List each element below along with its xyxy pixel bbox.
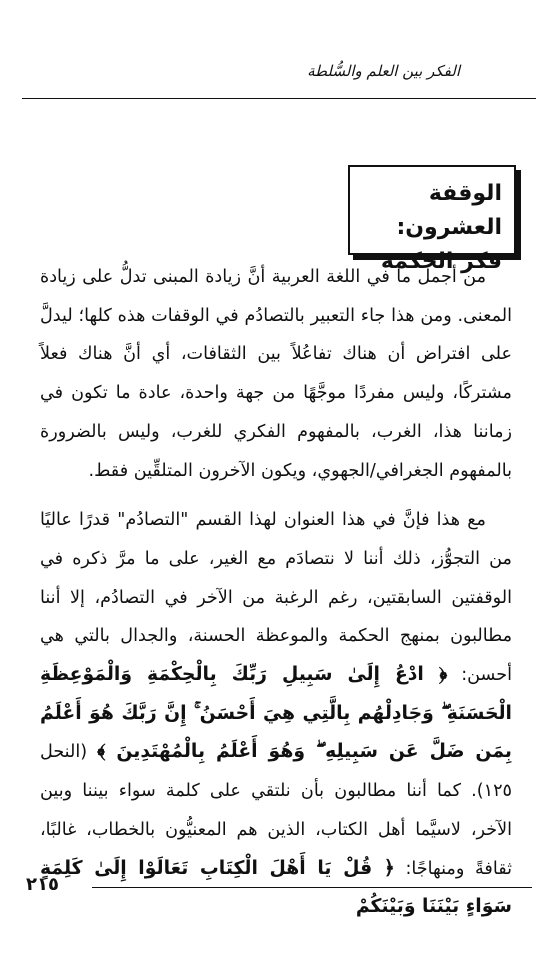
quran-verse: ﴿ قُلْ يَا أَهْلَ الْكِتَابِ تَعَالَوْا إِلَىٰ كَلِمَةٍ سَوَاءٍ بَيْنَنَا وَبَيْنَكُمْ	[40, 857, 512, 918]
paragraph-text: مع هذا فإنَّ في هذا العنوان لهذا القسم "التصادُم" قدرًا عاليًا من التجوُّز، ذلك أننا لا نتصادَم مع الغير، على ما مرَّ ذكره في الوقفتين السابقتين، رغم الرغبة من الآخر في التصادُم، إلا أننا مطالبون بمنهج الحكمة والموعظة الحسنة، والجدال بالتي هي أحسن:	[40, 510, 513, 686]
section-title-box	[348, 165, 516, 274]
page-number: ٢١٥	[26, 874, 59, 895]
header-divider	[22, 98, 536, 99]
paragraph-text: (النحل ١٢٥). كما أننا مطالبون بأن نلتقي على كلمة سواء بيننا وبين الآخر، لاسيَّما أهل الكتاب، الذين هم المعنيُّون بالخطاب، غالبًا، ثقافةً ومنهاجًا:	[40, 742, 512, 879]
paragraph-2	[40, 501, 512, 927]
section-title-line-1: الوقفة العشرون:	[396, 181, 502, 240]
paragraph-text: من أجمل ما في اللغة العربية أنَّ زيادة المبنى تدلُّ على زيادة المعنى. ومن هذا جاء التعبير بالتصادُم في الوقفات هذه كلها؛ ليدلَّ على افتراض أن هناك تفاعُلاً بين الثقافات، أي أنَّ هناك فعلاً مشتركًا، وليس مفردًا موجَّهًا من جهة واحدة، عادة ما تكون في زماننا هذا، الغرب، بالمفهوم الفكري للغرب، وليس بالضرورة بالمفهوم الجغرافي/الجهوي، ويكون الآخرون المتلقِّين فقط.	[40, 267, 512, 481]
footer-divider	[92, 887, 532, 888]
body-text	[40, 258, 512, 927]
paragraph-1	[40, 258, 512, 490]
running-header: الفكر بين العلم والسُّلطة	[307, 62, 460, 80]
quran-verse: ﴿ ادْعُ إِلَىٰ سَبِيلِ رَبِّكَ بِالْحِكْمَةِ وَالْمَوْعِظَةِ الْحَسَنَةِ ۖ وَجَادِلْهُم بِالَّتِي هِيَ أَحْسَنُ ۚ إِنَّ رَبَّكَ هُوَ أَعْلَمُ بِمَن ضَلَّ عَن سَبِيلِهِ ۖ وَهُوَ أَعْلَمُ بِالْمُهْتَدِينَ ﴾	[40, 664, 512, 763]
section-title-line-2: فكر الحكمة	[380, 249, 502, 274]
